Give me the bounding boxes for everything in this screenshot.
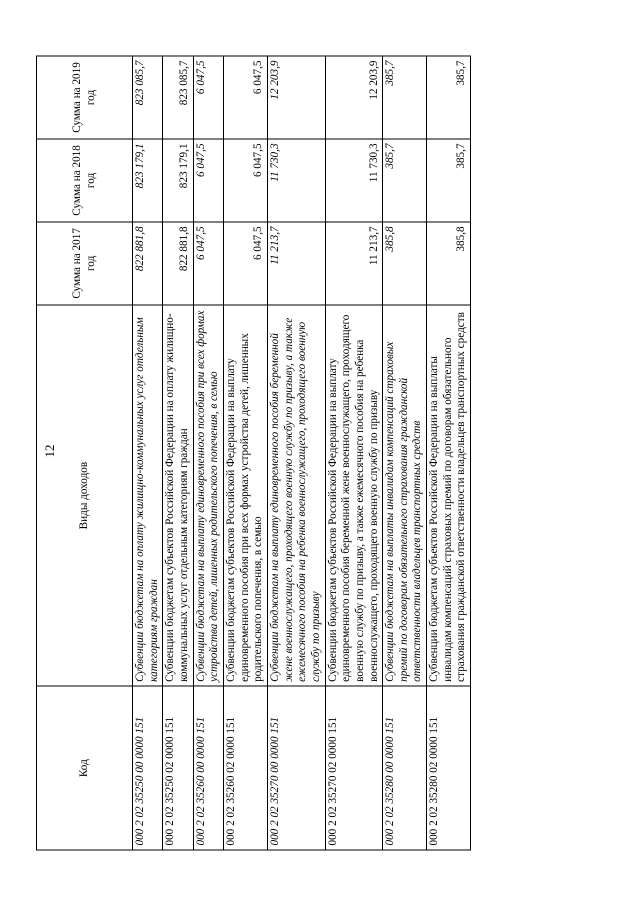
row-name: Субвенции бюджетам на оплату жилищно-коммунальных услуг отдельным категориям граждан [133, 304, 163, 686]
row-code: 000 2 02 35260 00 0000 151 [193, 686, 223, 850]
revenue-table [36, 55, 471, 850]
header-revenue-type: Виды доходов [37, 304, 133, 686]
row-sum-2019: 385,7 [383, 56, 427, 139]
row-sum-2019: 823 085,7 [163, 56, 193, 139]
row-code: 000 2 02 35280 00 0000 151 [383, 686, 427, 850]
row-code: 000 2 02 35280 02 0000 151 [427, 686, 471, 850]
row-sum-2019: 12 203,9 [267, 56, 325, 139]
row-sum-2019: 385,7 [427, 56, 471, 139]
row-sum-2019: 823 085,7 [133, 56, 163, 139]
row-sum-2018: 823 179,1 [163, 138, 193, 221]
row-name: Субвенции бюджетам субъектов Российской Федерации на оплату жилищно-коммунальных услуг отдельным категориям граждан [163, 304, 193, 686]
row-sum-2017: 6 047,5 [193, 221, 223, 304]
row-code: 000 2 02 35250 00 0000 151 [133, 686, 163, 850]
row-name: Субвенции бюджетам субъектов Российской Федерации на выплату единовременного пособия беременной жене военнослужащего, проходящего военную службу по призыву, а также ежемесячного пособия на ребенка военнослужащего, проходящего военную службу по призыву [325, 304, 383, 686]
row-name: Субвенции бюджетам субъектов Российской Федерации на выплаты инвалидам компенсаций страховых премий по договорам обязательного страхования гражданской ответственности владельцев транспортных средств [427, 304, 471, 686]
table-row [133, 56, 163, 850]
table-row [427, 56, 471, 850]
row-sum-2018: 6 047,5 [193, 138, 223, 221]
header-sum-2019: Сумма на 2019 год [37, 56, 133, 139]
row-sum-2018: 11 730,3 [267, 138, 325, 221]
header-sum-2017: Сумма на 2017 год [37, 221, 133, 304]
row-sum-2018: 385,7 [427, 138, 471, 221]
page-number: 12 [42, 444, 57, 458]
row-sum-2017: 822 881,8 [133, 221, 163, 304]
row-sum-2018: 823 179,1 [133, 138, 163, 221]
row-code: 000 2 02 35250 02 0000 151 [163, 686, 193, 850]
row-sum-2017: 385,8 [383, 221, 427, 304]
rotated-page [36, 55, 604, 850]
header-code: Код [37, 686, 133, 850]
row-name: Субвенции бюджетам субъектов Российской Федерации на выплату единовременного пособия при всех формах устройства детей, лишенных родительского попечения, в семью [223, 304, 267, 686]
row-code: 000 2 02 35270 02 0000 151 [325, 686, 383, 850]
row-sum-2018: 6 047,5 [223, 138, 267, 221]
row-name: Субвенции бюджетам на выплату единовременного пособия беременной жене военнослужащего, проходящего военную службу по призыву, а также ежемесячного пособия на ребенка военнослужащего, проходящего военную службу по призыву [267, 304, 325, 686]
table-row [163, 56, 193, 850]
header-sum-2018: Сумма на 2018 год [37, 138, 133, 221]
table-row [267, 56, 325, 850]
row-sum-2017: 822 881,8 [163, 221, 193, 304]
row-sum-2017: 11 213,7 [267, 221, 325, 304]
row-name: Субвенции бюджетам на выплату единовременного пособия при всех формах устройства детей, лишенных родительского попечения, в семью [193, 304, 223, 686]
row-sum-2017: 11 213,7 [325, 221, 383, 304]
table-row [383, 56, 427, 850]
row-sum-2019: 6 047,5 [223, 56, 267, 139]
table-row [193, 56, 223, 850]
row-sum-2017: 6 047,5 [223, 221, 267, 304]
row-sum-2018: 11 730,3 [325, 138, 383, 221]
row-code: 000 2 02 35270 00 0000 151 [267, 686, 325, 850]
row-sum-2019: 12 203,9 [325, 56, 383, 139]
row-sum-2018: 385,7 [383, 138, 427, 221]
table-row [325, 56, 383, 850]
table-row [223, 56, 267, 850]
row-sum-2019: 6 047,5 [193, 56, 223, 139]
row-name: Субвенции бюджетам на выплаты инвалидам компенсаций страховых премий по договорам обязательного страхования гражданской ответственности владельцев транспортных средств [383, 304, 427, 686]
table-header-row [37, 56, 133, 850]
row-code: 000 2 02 35260 02 0000 151 [223, 686, 267, 850]
row-sum-2017: 385,8 [427, 221, 471, 304]
